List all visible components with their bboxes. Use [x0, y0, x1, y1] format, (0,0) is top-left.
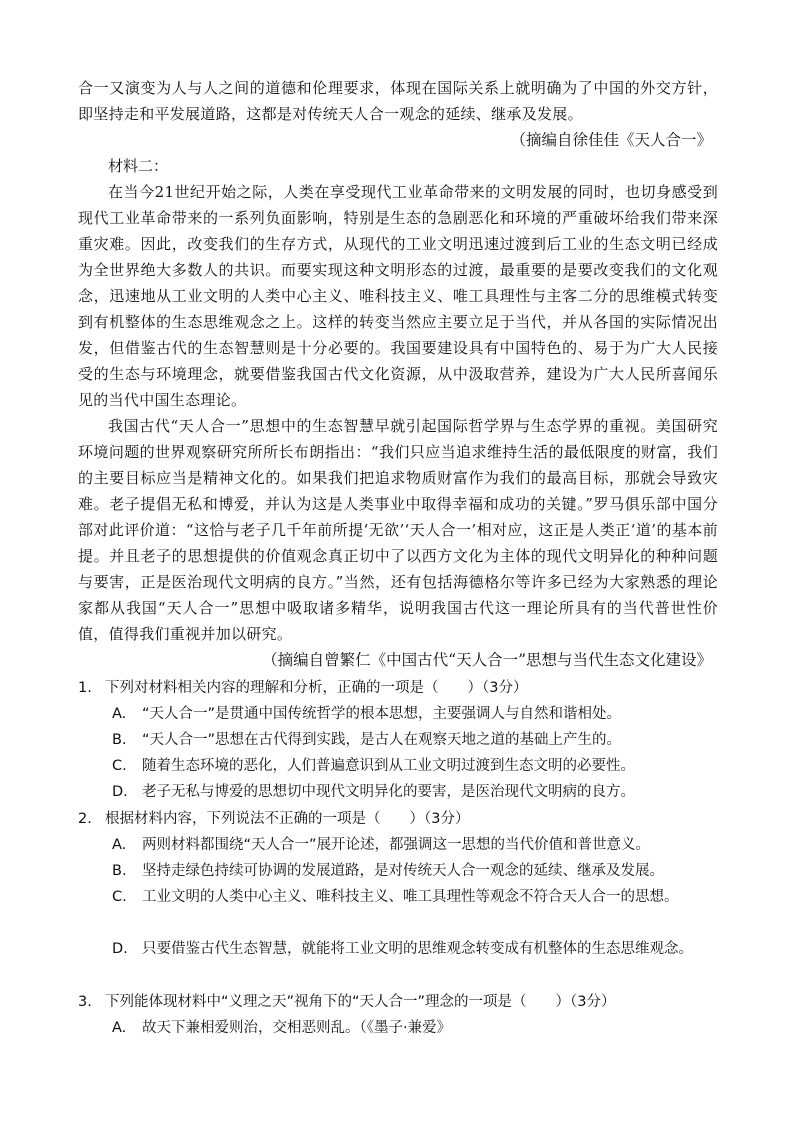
option-letter: B. — [112, 863, 127, 879]
question-stem: 下列对材料相关内容的理解和分析，正确的一项是（ ）（3分） — [105, 680, 528, 696]
option-letter: A. — [112, 706, 127, 722]
question-stem: 下列能体现材料中“义理之天”视角下的“天人合一”理念的一项是（ ）（3分） — [105, 994, 616, 1010]
question-1-option-b[interactable] — [112, 727, 722, 753]
material2-paragraph-2: 我国古代“天人合一”思想中的生态智慧早就引起国际哲学界与生态学界的重视。美国研究环境问题的世界观察研究所所长布朗指出：“我们只应当追求维持生活的最低限度的财富，我们的主要目标应当是精神文化的。如果我们把追求物质财富作为我们的最高目标，那就会导致灾难。老子提倡无私和博爱，并认为这是人类事业中取得幸福和成功的关键。”罗马俱乐部中国分部对此评价道：“这恰与老子几千年前所提‘无欲’‘天人合一’相对应，这正是人类正‘道’的基本前提。并且老子的思想提供的价值观念真正切中了以西方文化为主体的现代文明异化的种种问题与要害，正是医治现代文明病的良方。”当然，还有包括海德格尔等许多已经为大家熟悉的理论家都从我国“天人合一”思想中吸取诸多精华，说明我国古代这一理论所具有的当代普世性价值，值得我们重视并加以研究。 — [78, 417, 718, 643]
option-letter: D. — [112, 784, 128, 800]
option-text: 老子无私与博爱的思想切中现代文明异化的要害，是医治现代文明病的良方。 — [142, 784, 635, 800]
question-stem: 根据材料内容，下列说法不正确的一项是（ ）（3分） — [105, 811, 470, 827]
question-2-option-a[interactable] — [112, 832, 722, 858]
option-text: 随着生态环境的恶化，人们普遍意识到从工业文明过渡到生态文明的必要性。 — [142, 758, 635, 774]
source-citation-1: （摘编自徐佳佳《天人合一》 — [510, 131, 712, 149]
option-text: “天人合一”思想在古代得到实践，是古人在观察天地之道的基础上产生的。 — [142, 732, 622, 748]
question-number: 3. — [78, 994, 92, 1010]
option-text: 故天下兼相爱则治，交相恶则乱。（《墨子·兼爱》 — [142, 1020, 452, 1036]
option-text: 两则材料都围绕“天人合一”展开论述，都强调这一思想的当代价值和普世意义。 — [142, 837, 651, 853]
option-text: 工业文明的人类中心主义、唯科技主义、唯工具理性等观念不符合天人合一的思想。 — [142, 889, 679, 905]
option-letter: A. — [112, 837, 127, 853]
option-letter: A. — [112, 1020, 127, 1036]
option-text: 坚持走绿色持续可协调的发展道路，是对传统天人合一观念的延续、继承及发展。 — [142, 863, 664, 879]
question-1-option-a[interactable] — [112, 701, 722, 727]
question-2-option-c[interactable] — [112, 884, 722, 910]
question-1-option-d[interactable] — [112, 779, 722, 805]
question-1-option-c[interactable] — [112, 753, 722, 779]
option-letter: B. — [112, 732, 127, 748]
question-2-option-d[interactable] — [112, 936, 722, 962]
source-citation-2: （摘编自曾繁仁《中国古代“天人合一”思想与当代生态文化建设》 — [262, 651, 712, 669]
material1-tail-paragraph: 合一又演变为人与人之间的道德和伦理要求，体现在国际关系上就明确为了中国的外交方针，即坚持走和平发展道路，这都是对传统天人合一观念的延续、继承及发展。 — [78, 79, 718, 123]
option-text: 只要借鉴古代生态智慧，就能将工业文明的思维观念转变成有机整体的生态思维观念。 — [142, 941, 693, 957]
option-letter: C. — [112, 758, 127, 774]
option-letter: D. — [112, 941, 128, 957]
option-text: “天人合一”是贯通中国传统哲学的根本思想，主要强调人与自然和谐相处。 — [142, 706, 622, 722]
material2-label: 材料二： — [108, 157, 169, 175]
question-2-option-b[interactable] — [112, 858, 722, 884]
question-3-option-a[interactable] — [112, 1015, 722, 1041]
option-letter: C. — [112, 889, 127, 905]
question-number: 2. — [78, 811, 92, 827]
material2-paragraph-1: 在当今21世纪开始之际，人类在享受现代工业革命带来的文明发展的同时，也切身感受到现代工业革命带来的一系列负面影响，特别是生态的急剧恶化和环境的严重破坏给我们带来深重灾难。因此，改变我们的生存方式，从现代的工业文明迅速过渡到后工业的生态文明已经成为全世界绝大多数人的共识。而要实现这种文明形态的过渡，最重要的是要改变我们的文化观念，迅速地从工业文明的人类中心主义、唯科技主义、唯工具理性与主客二分的思维模式转变到有机整体的生态思维观念之上。这样的转变当然应主要立足于当代，并从各国的实际情况出发，但借鉴古代的生态智慧则是十分必要的。我国要建设具有中国特色的、易于为广大人民接受的生态与环境理念，就要借鉴我国古代文化资源，从中汲取营养，建设为广大人民所喜闻乐见的当代中国生态理论。 — [78, 183, 718, 409]
question-number: 1. — [78, 680, 92, 696]
